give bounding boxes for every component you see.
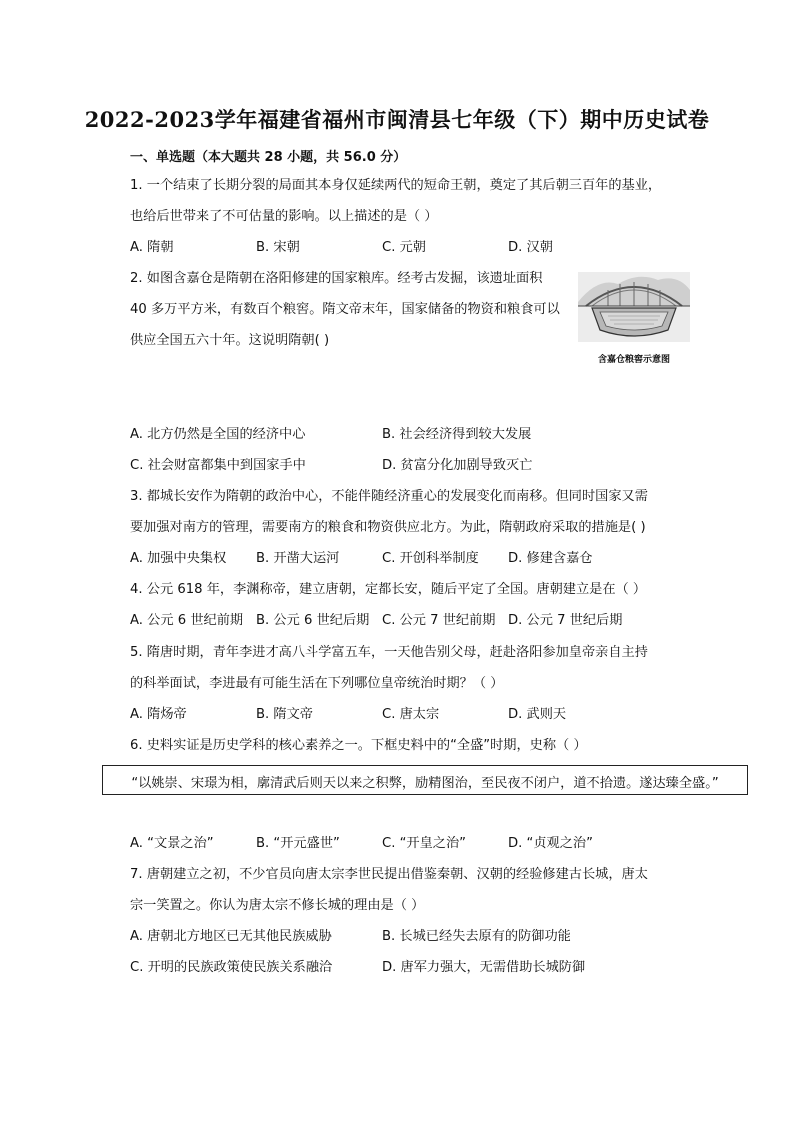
q3-option-a: A. 加强中央集权 [130,551,227,566]
q2-line-1: 2. 如图含嘉仓是隋朝在洛阳修建的国家粮库。经考古发掘，该遗址面积 [130,271,543,286]
q2-line-2: 40 多万平方米，有数百个粮窖。隋文帝末年，国家储备的物资和粮食可以 [130,302,560,317]
q5-option-d: D. 武则天 [508,707,567,722]
q7-option-c: C. 开明的民族政策使民族关系融洽 [130,960,333,975]
figure-caption: 含嘉仓粮窖示意图 [597,355,670,365]
q5-option-b: B. 隋文帝 [256,707,313,722]
q5-line-1: 5. 隋唐时期，青年李进才高八斗学富五车，一天他告别父母，赶赴洛阳参加皇帝亲自主持 [130,645,648,660]
q1-line-2: 也给后世带来了不可估量的影响。以上描述的是（ ） [130,209,438,224]
q6-option-a: A. “文景之治” [130,836,214,851]
q1-option-b: B. 宋朝 [256,240,300,255]
q3-option-c: C. 开创科举制度 [382,551,479,566]
section-heading: 一、单选题（本大题共 28 小题，共 56.0 分） [130,150,407,165]
q2-option-c: C. 社会财富都集中到国家手中 [130,458,306,473]
q6-option-d: D. “贞观之治” [508,836,593,851]
granary-diagram-image [578,272,690,342]
q4-option-b: B. 公元 6 世纪后期 [256,613,370,628]
q1-option-d: D. 汉朝 [508,240,553,255]
q2-option-a: A. 北方仍然是全国的经济中心 [130,427,306,442]
q3-option-d: D. 修建含嘉仓 [508,551,593,566]
q7-option-a: A. 唐朝北方地区已无其他民族威胁 [130,929,332,944]
q4-option-c: C. 公元 7 世纪前期 [382,613,496,628]
q5-option-a: A. 隋炀帝 [130,707,187,722]
q7-line-2: 宗一笑置之。你认为唐太宗不修长城的理由是（ ） [130,898,425,913]
q1-option-a: A. 隋朝 [130,240,174,255]
q7-option-d: D. 唐军力强大，无需借助长城防御 [382,960,586,975]
q5-line-2: 的科举面试，李进最有可能生活在下列哪位皇帝统治时期？（ ） [130,676,504,691]
q6-option-b: B. “开元盛世” [256,836,340,851]
q2-line-3: 供应全国五六十年。这说明隋朝( ) [130,333,330,348]
q4-option-d: D. 公元 7 世纪后期 [508,613,623,628]
q6-line-1: 6. 史料实证是历史学科的核心素养之一。下框史料中的“全盛”时期，史称（ ） [130,738,587,753]
q4-line-1: 4. 公元 618 年，李渊称帝，建立唐朝，定都长安，随后平定了全国。唐朝建立是在（ ） [130,582,647,597]
q3-line-2: 要加强对南方的管理，需要南方的粮食和物资供应北方。为此，隋朝政府采取的措施是( ) [130,520,646,535]
source-quote-text: “以姚崇、宋璟为相，廓清武后则天以来之积弊，励精图治，至民夜不闭户，道不拾遗。遂达臻全盛。” [131,776,719,791]
q3-line-1: 3. 都城长安作为隋朝的政治中心，不能伴随经济重心的发展变化而南移。但同时国家又需 [130,489,648,504]
q6-option-c: C. “开皇之治” [382,836,467,851]
q5-option-c: C. 唐太宗 [382,707,440,722]
q1-line-1: 1. 一个结束了长期分裂的局面其本身仅延续两代的短命王朝，奠定了其后朝三百年的基业， [130,178,662,193]
q2-option-d: D. 贫富分化加剧导致灭亡 [382,458,533,473]
q2-option-b: B. 社会经济得到较大发展 [382,427,532,442]
q4-option-a: A. 公元 6 世纪前期 [130,613,244,628]
q7-option-b: B. 长城已经失去原有的防御功能 [382,929,571,944]
exam-title: 2022-2023学年福建省福州市闽清县七年级（下）期中历史试卷 [84,107,710,132]
q1-option-c: C. 元朝 [382,240,426,255]
q7-line-1: 7. 唐朝建立之初，不少官员向唐太宗李世民提出借鉴秦朝、汉朝的经验修建古长城，唐太 [130,867,648,882]
source-quote-box [102,765,748,795]
q3-option-b: B. 开凿大运河 [256,551,340,566]
